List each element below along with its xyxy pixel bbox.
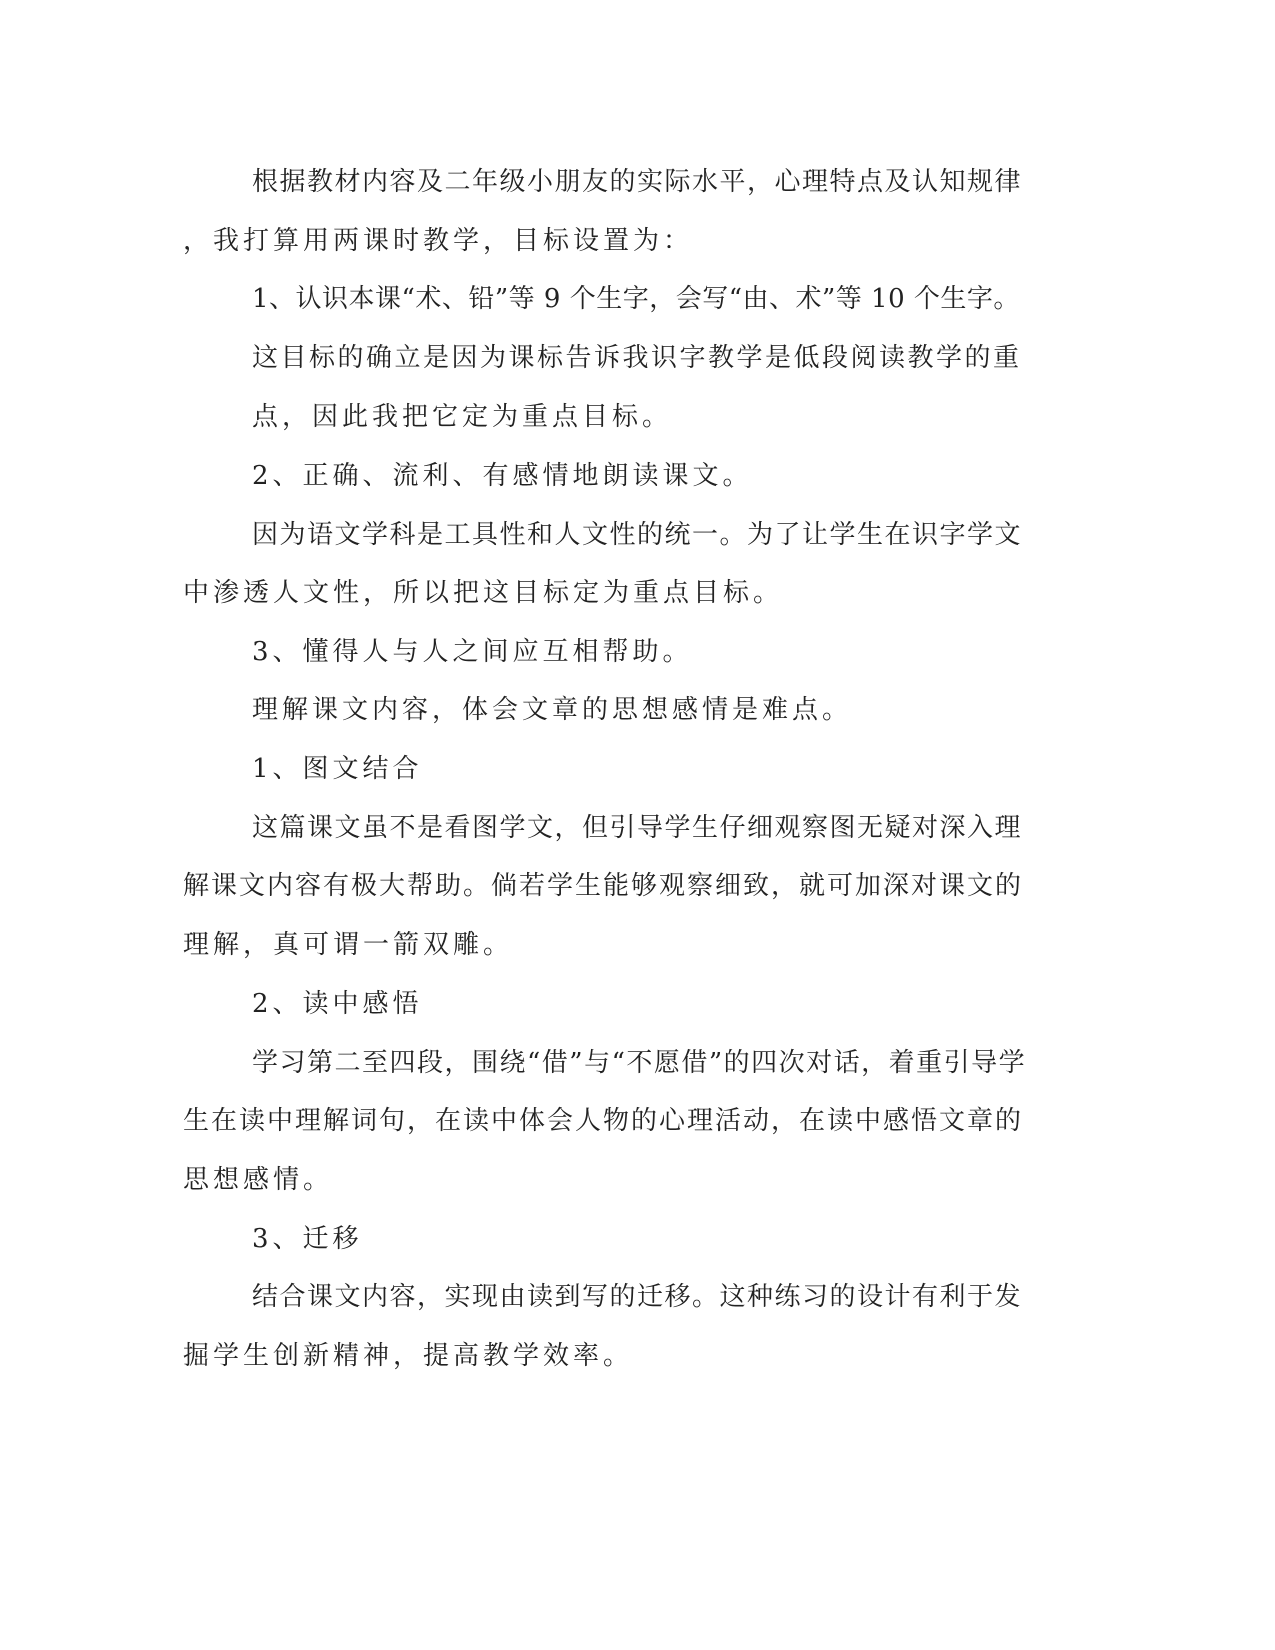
text-line: 2、正确、流利、有感情地朗读课文。 [252, 461, 753, 491]
text-line: 根据教材内容及二年级小朋友的实际水平，心理特点及认知规律 [252, 167, 1023, 197]
text-line: 掘学生创新精神，提高教学效率。 [183, 1341, 634, 1371]
text-line: 结合课文内容，实现由读到写的迁移。这种练习的设计有利于发 [252, 1282, 1023, 1312]
text-line: 学习第二至四段，围绕“借”与“不愿借”的四次对话，着重引导学 [252, 1048, 1027, 1078]
text-line: 点，因此我把它定为重点目标。 [252, 402, 673, 432]
text-line: 这目标的确立是因为课标告诉我识字教学是低段阅读教学的重 [252, 343, 1022, 373]
text-line: 理解课文内容，体会文章的思想感情是难点。 [252, 695, 853, 725]
text-line: 这篇课文虽不是看图学文，但引导学生仔细观察图无疑对深入理 [252, 813, 1023, 843]
text-line: 思想感情。 [183, 1165, 334, 1195]
text-line: ，我打算用两课时教学，目标设置为： [183, 226, 694, 256]
text-line: 2、读中感悟 [252, 989, 423, 1019]
text-line: 1、图文结合 [252, 754, 423, 784]
text-line: 3、迁移 [252, 1224, 363, 1254]
text-line: 解课文内容有极大帮助。倘若学生能够观察细致，就可加深对课文的 [183, 871, 1024, 901]
text-line: 3、懂得人与人之间应互相帮助。 [252, 637, 693, 667]
text-line: 1、认识本课“术、铅”等 9 个生字，会写“由、术”等 10 个生字。 [252, 284, 1020, 314]
text-line: 生在读中理解词句，在读中体会人物的心理活动，在读中感悟文章的 [183, 1106, 1024, 1136]
text-line: 中渗透人文性，所以把这目标定为重点目标。 [183, 578, 784, 608]
text-line: 理解，真可谓一箭双雕。 [183, 930, 514, 960]
text-line: 因为语文学科是工具性和人文性的统一。为了让学生在识字学文 [252, 520, 1023, 550]
